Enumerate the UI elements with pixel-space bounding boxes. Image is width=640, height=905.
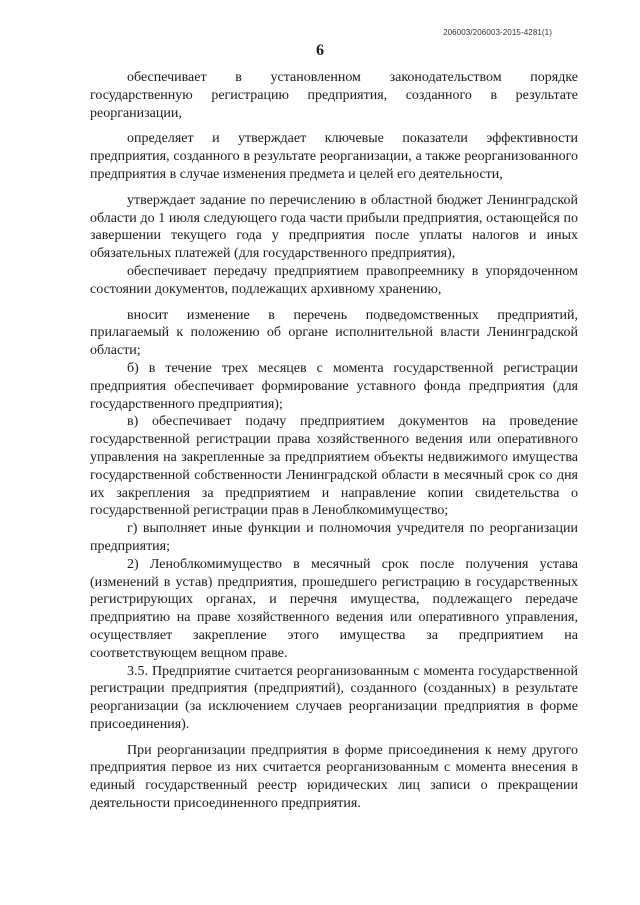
paragraph-list-change: вносит изменение в перечень подведомственных предприятий, прилагаемый к положению об органе исполнительной власти Ленинградской области; (90, 307, 578, 359)
page-number: 6 (316, 42, 324, 59)
paragraph-archive-transfer: обеспечивает передачу предприятием правопреемнику в упорядоченном состоянии документов, подлежащих архивному хранению, (90, 263, 578, 297)
paragraph-merger: При реорганизации предприятия в форме присоединения к нему другого предприятия первое из них считается реорганизованным с момента внесения в единый государственный реестр юридических лиц записи о прекращении деятельности присоединенного предприятия. (90, 742, 578, 812)
paragraph-registration: обеспечивает в установленном законодательством порядке государственную регистрацию предприятия, созданного в результате реорганизации, (90, 70, 578, 121)
paragraph-item-v: в) обеспечивает подачу предприятием документов на проведение государственной регистрации права хозяйственного ведения или оперативного управления на закрепленные за предприятием объекты недвижимого имущества государственной собственности Ленинградской области в месячный срок со дня их закрепления за предприятием и направление копии свидетельства о государственной регистрации прав в Леноблкомимущество; (90, 414, 578, 519)
paragraph-budget-task: утверждает задание по перечислению в областной бюджет Ленинградской области до 1 июля следующего года части прибыли предприятия, остающейся по завершении текущего года у предприятия после уплаты налогов и иных обязательных платежей (для государственного предприятия), (90, 192, 578, 262)
paragraph-3-5: 3.5. Предприятие считается реорганизованным с момента государственной регистрации предприятия (предприятий), созданного (созданных) в результате реорганизации (за исключением случаев реорганизации предприятия в форме присоединения). (90, 663, 578, 732)
document-id: 206003/206003-2015-4281(1) (443, 28, 552, 37)
paragraph-item-b: б) в течение трех месяцев с момента государственной регистрации предприятия обеспечивает формирование уставного фонда предприятия (для государственного предприятия); (90, 360, 578, 412)
paragraph-kpi: определяет и утверждает ключевые показатели эффективности предприятия, созданного в результате реорганизации, а также реорганизованного предприятия в случае изменения предмета и целей его деятельности, (90, 131, 578, 182)
document-body (90, 69, 578, 813)
paragraph-item-g: г) выполняет иные функции и полномочия учредителя по реорганизации предприятия; (90, 521, 578, 554)
paragraph-item-2: 2) Леноблкомимущество в месячный срок после получения устава (изменений в устав) предприятия, прошедшего регистрацию в государственных регистрирующих органах, и перечня имущества, подлежащего передаче предприятию на праве хозяйственного ведения или оперативного управления, осуществляет закрепление этого имущества за предприятием на соответствующем вещном праве. (90, 556, 578, 661)
